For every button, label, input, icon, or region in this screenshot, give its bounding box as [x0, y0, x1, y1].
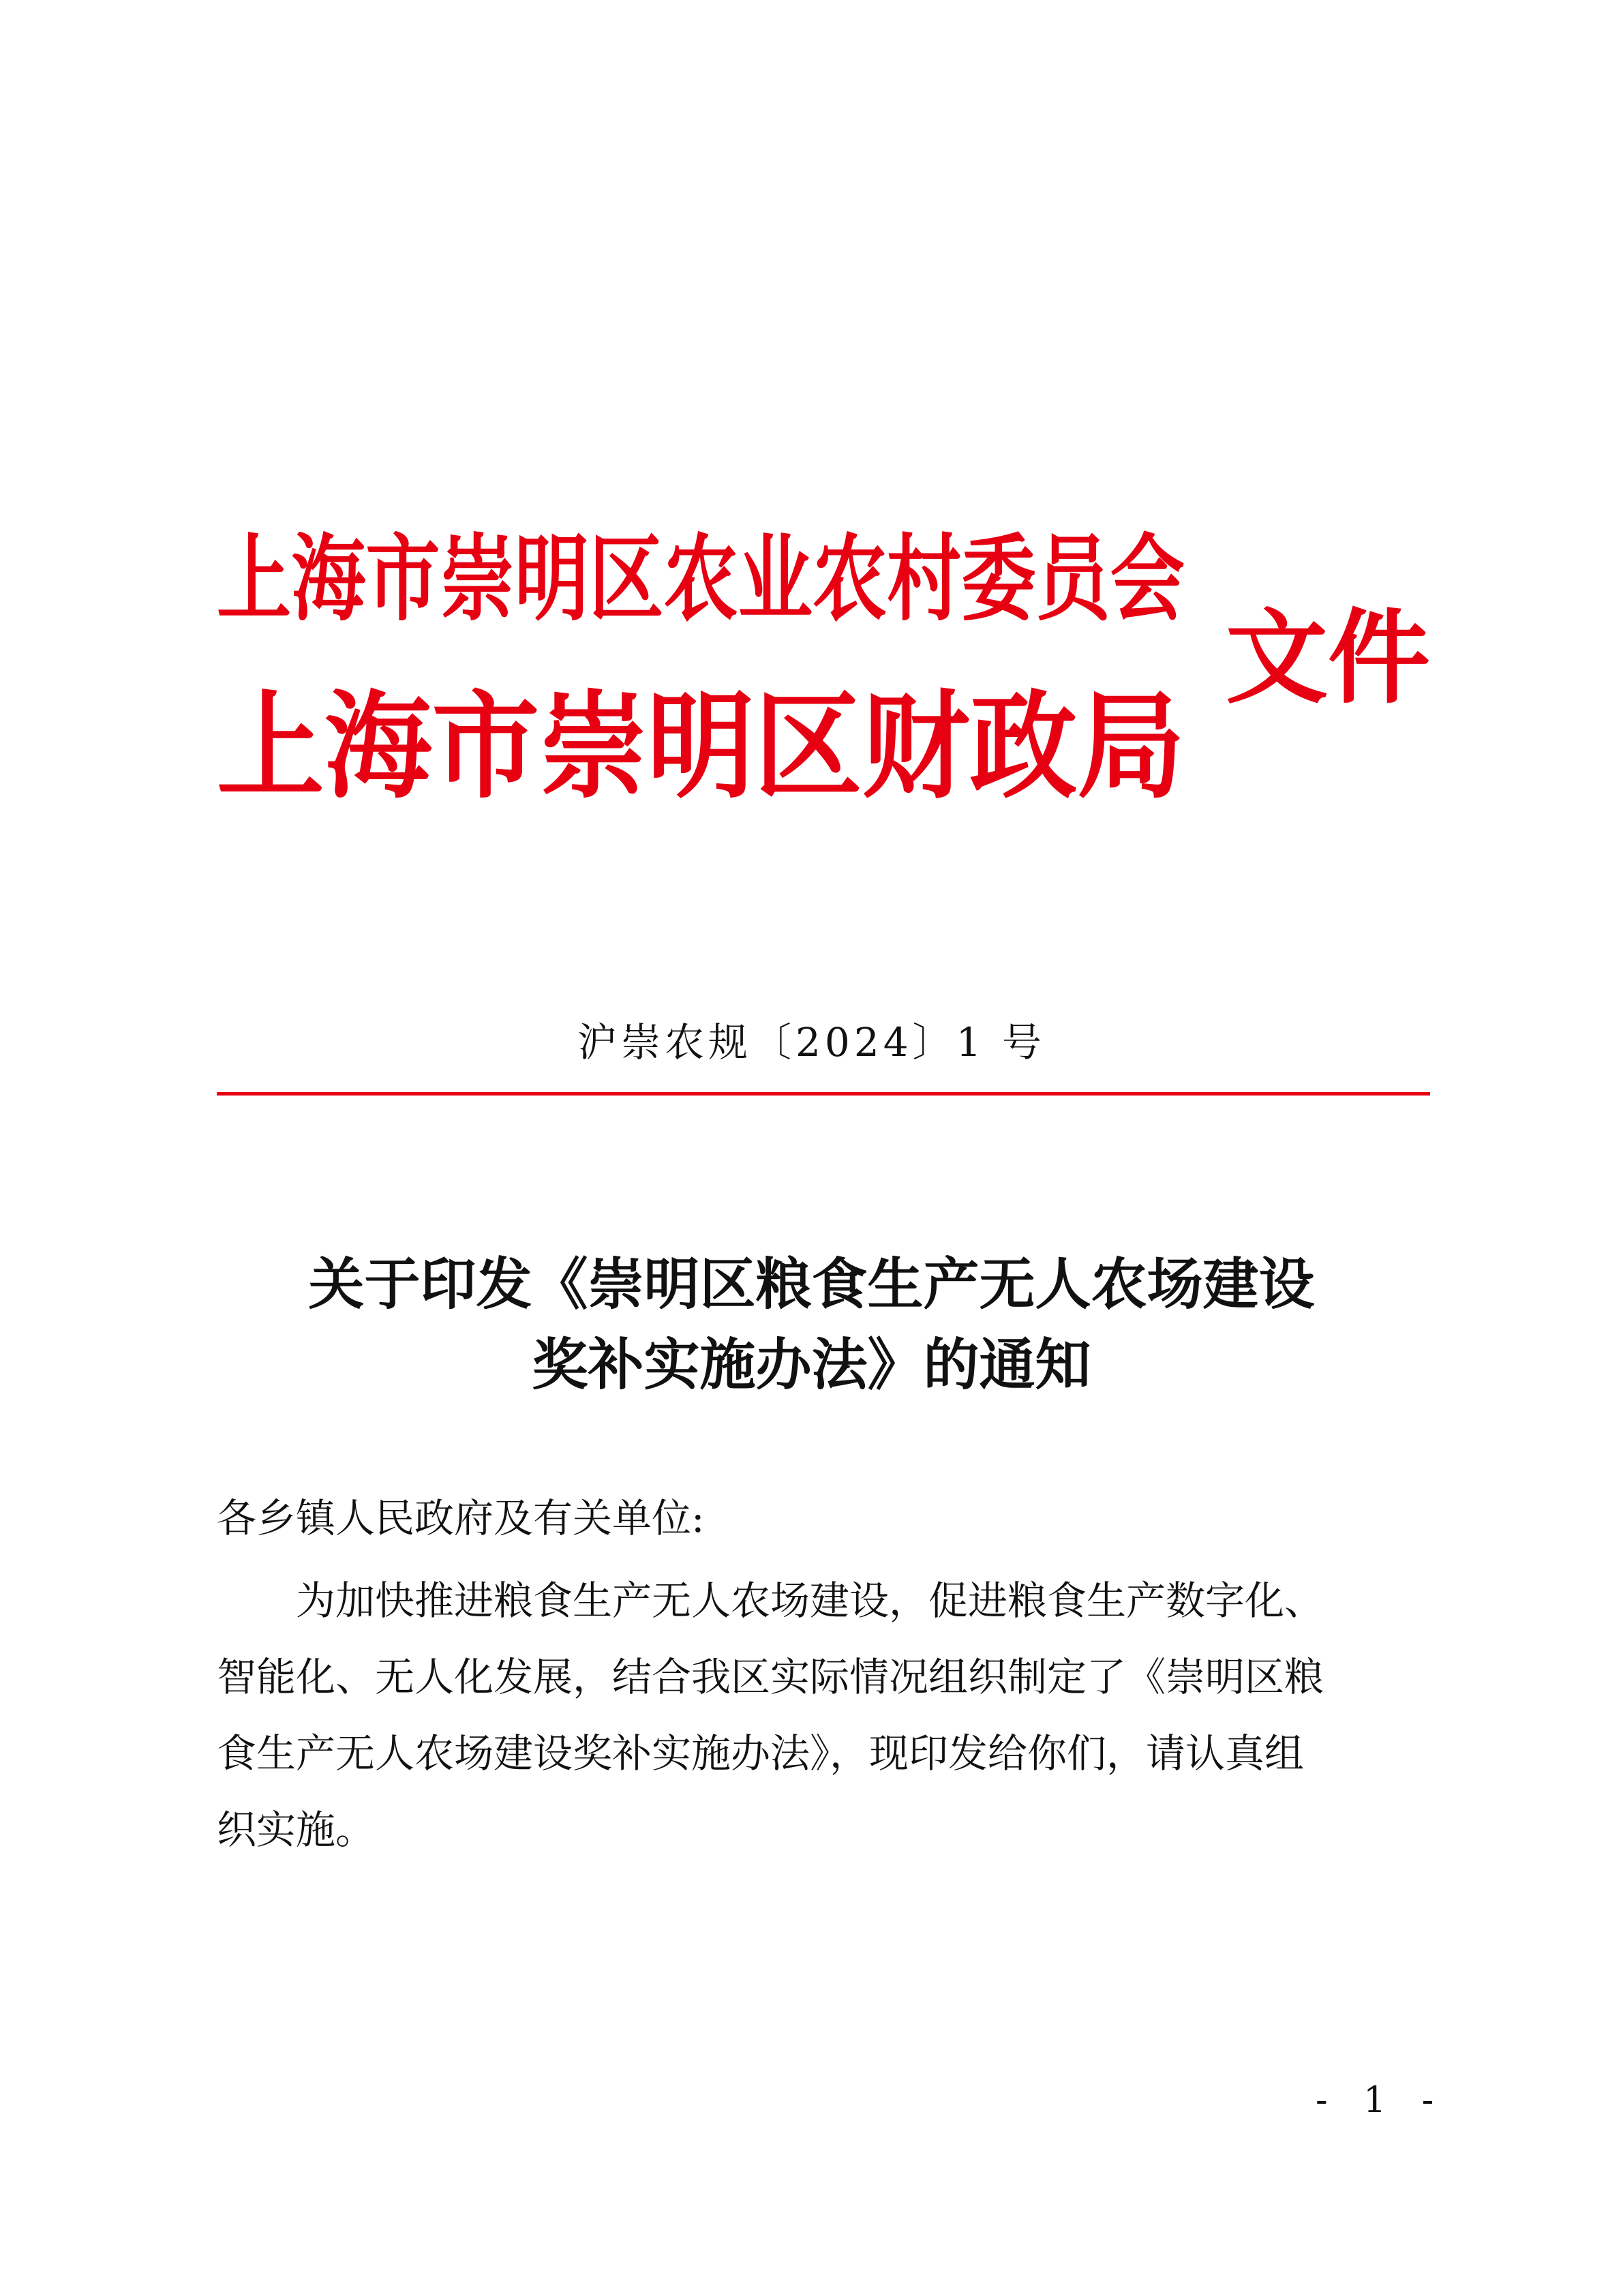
document-title-line-2: 奖补实施办法》的通知: [532, 1332, 1091, 1398]
addressee-line: 各乡镇人民政府及有关单位:: [217, 1495, 705, 1541]
issuer-suffix-wenjian: 文件: [1226, 598, 1431, 718]
issuer-name-agriculture-committee: 上海市崇明区农业农村委员会: [217, 523, 1185, 634]
body-line-1: 为加快推进粮食生产无人农场建设，促进粮食生产数字化、: [296, 1577, 1324, 1624]
body-paragraph: [217, 1562, 1430, 1868]
document-title: [0, 1244, 1623, 1405]
document-title-line-1: 关于印发《崇明区粮食生产无人农场建设: [308, 1252, 1315, 1317]
body-line-2: 智能化、无人化发展，结合我区实际情况组织制定了《崇明区粮: [217, 1654, 1324, 1700]
page-number: - 1 -: [1316, 2080, 1446, 2121]
body-line-3: 食生产无人农场建设奖补实施办法》，现印发给你们，请认真组: [217, 1730, 1305, 1777]
red-separator-line: [217, 1092, 1430, 1096]
document-number: 沪崇农规〔2024〕1 号: [577, 1019, 1046, 1066]
issuer-name-finance-bureau: 上海市崇明区财政局: [217, 678, 1185, 815]
issuer-header: [217, 518, 1512, 832]
body-line-4: 织实施。: [217, 1807, 376, 1853]
